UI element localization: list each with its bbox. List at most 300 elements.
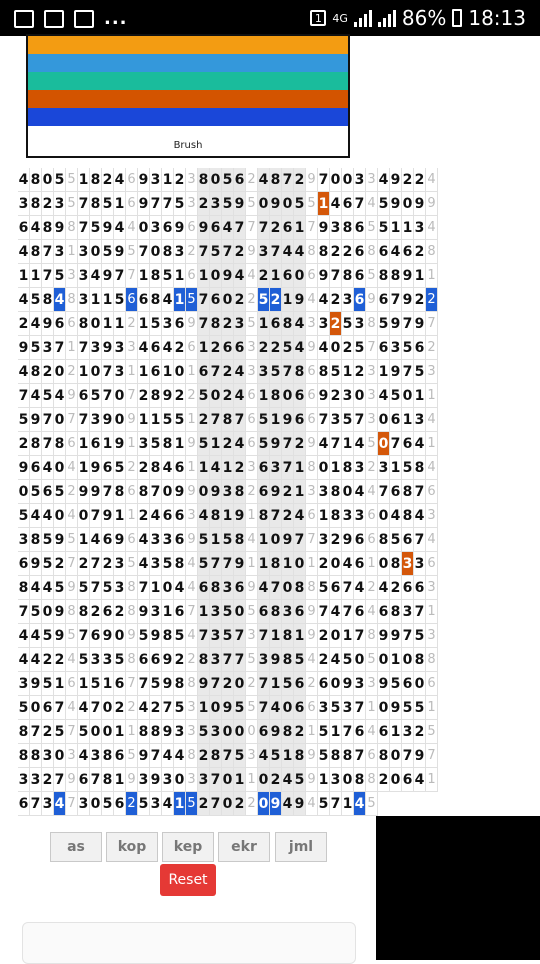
grid-cell[interactable]: 8 (426, 240, 438, 264)
grid-cell[interactable]: 0 (234, 720, 246, 744)
grid-cell[interactable]: 5 (162, 264, 174, 288)
grid-cell[interactable]: 8 (150, 720, 162, 744)
grid-cell[interactable]: 1 (414, 384, 426, 408)
grid-cell[interactable]: 2 (210, 336, 222, 360)
grid-row[interactable] (18, 408, 438, 432)
grid-cell[interactable]: 5 (258, 288, 270, 312)
grid-cell[interactable]: 5 (66, 624, 78, 648)
grid-cell[interactable]: 7 (78, 408, 90, 432)
grid-cell[interactable]: 5 (282, 672, 294, 696)
grid-cell[interactable]: 2 (54, 648, 66, 672)
grid-cell[interactable]: 9 (54, 216, 66, 240)
grid-cell[interactable]: 7 (342, 576, 354, 600)
grid-cell[interactable]: 7 (54, 696, 66, 720)
grid-cell[interactable]: 8 (18, 744, 30, 768)
grid-cell[interactable]: 2 (90, 600, 102, 624)
grid-cell[interactable]: 1 (126, 504, 138, 528)
ekr-button[interactable]: ekr (218, 832, 270, 862)
grid-cell[interactable]: 0 (90, 720, 102, 744)
grid-cell[interactable]: 8 (18, 720, 30, 744)
grid-cell[interactable]: 3 (366, 408, 378, 432)
grid-cell[interactable]: 8 (306, 456, 318, 480)
grid-cell[interactable]: 4 (366, 600, 378, 624)
grid-cell[interactable]: 4 (78, 696, 90, 720)
grid-cell[interactable]: 6 (234, 168, 246, 192)
grid-cell[interactable]: 7 (318, 168, 330, 192)
grid-cell[interactable]: 9 (366, 288, 378, 312)
grid-cell[interactable]: 6 (306, 264, 318, 288)
grid-cell[interactable]: 3 (354, 504, 366, 528)
grid-cell[interactable]: 4 (18, 360, 30, 384)
grid-cell[interactable]: 2 (42, 648, 54, 672)
grid-cell[interactable]: 7 (330, 792, 342, 816)
grid-cell[interactable]: 5 (114, 648, 126, 672)
grid-cell[interactable]: 3 (78, 264, 90, 288)
grid-cell[interactable]: 3 (306, 480, 318, 504)
grid-cell[interactable]: 8 (138, 480, 150, 504)
grid-cell[interactable]: 0 (378, 648, 390, 672)
grid-cell[interactable]: 1 (210, 528, 222, 552)
grid-cell[interactable]: 6 (66, 672, 78, 696)
grid-cell[interactable]: 0 (282, 192, 294, 216)
grid-cell[interactable]: 6 (186, 216, 198, 240)
grid-cell[interactable]: 5 (342, 312, 354, 336)
grid-cell[interactable]: 9 (54, 624, 66, 648)
grid-cell[interactable]: 2 (66, 360, 78, 384)
grid-cell[interactable]: 3 (258, 360, 270, 384)
grid-cell[interactable]: 9 (102, 408, 114, 432)
grid-cell[interactable]: 6 (414, 336, 426, 360)
grid-cell[interactable]: 0 (54, 504, 66, 528)
grid-cell[interactable]: 4 (162, 456, 174, 480)
grid-cell[interactable]: 7 (42, 408, 54, 432)
grid-cell[interactable]: 0 (258, 192, 270, 216)
grid-cell[interactable]: 8 (270, 600, 282, 624)
grid-cell[interactable]: 8 (390, 600, 402, 624)
grid-cell[interactable]: 9 (102, 336, 114, 360)
grid-cell[interactable]: 6 (174, 600, 186, 624)
grid-row[interactable] (18, 192, 438, 216)
grid-cell[interactable]: 3 (114, 576, 126, 600)
grid-cell[interactable]: 1 (174, 288, 186, 312)
grid-cell[interactable]: 3 (318, 480, 330, 504)
grid-cell[interactable]: 5 (102, 792, 114, 816)
grid-cell[interactable]: 1 (294, 624, 306, 648)
grid-cell[interactable]: 9 (306, 768, 318, 792)
grid-cell[interactable]: 7 (366, 336, 378, 360)
grid-cell[interactable]: 6 (318, 672, 330, 696)
grid-cell[interactable]: 5 (66, 192, 78, 216)
grid-cell[interactable]: 5 (198, 432, 210, 456)
grid-cell[interactable]: 6 (234, 576, 246, 600)
grid-cell[interactable]: 1 (390, 456, 402, 480)
grid-cell[interactable]: 0 (198, 480, 210, 504)
grid-cell[interactable]: 3 (330, 216, 342, 240)
grid-cell[interactable]: 4 (366, 480, 378, 504)
grid-cell[interactable]: 4 (234, 360, 246, 384)
grid-cell[interactable]: 6 (306, 384, 318, 408)
grid-cell[interactable]: 2 (390, 576, 402, 600)
grid-cell[interactable]: 7 (18, 384, 30, 408)
grid-cell[interactable]: 2 (318, 624, 330, 648)
grid-cell[interactable]: 7 (186, 600, 198, 624)
grid-cell[interactable]: 8 (66, 288, 78, 312)
grid-cell[interactable]: 5 (174, 192, 186, 216)
grid-cell[interactable]: 3 (222, 480, 234, 504)
grid-cell[interactable]: 9 (102, 624, 114, 648)
grid-cell[interactable]: 5 (306, 192, 318, 216)
grid-cell[interactable]: 6 (366, 528, 378, 552)
grid-cell[interactable]: 2 (366, 456, 378, 480)
grid-cell[interactable]: 3 (306, 312, 318, 336)
grid-cell[interactable]: 8 (294, 744, 306, 768)
grid-cell[interactable]: 1 (426, 600, 438, 624)
grid-cell[interactable]: 4 (378, 576, 390, 600)
grid-cell[interactable]: 9 (126, 768, 138, 792)
grid-cell[interactable]: 4 (366, 720, 378, 744)
grid-cell[interactable]: 0 (102, 720, 114, 744)
grid-cell[interactable]: 2 (186, 648, 198, 672)
grid-cell[interactable]: 6 (162, 504, 174, 528)
grid-cell[interactable]: 3 (342, 504, 354, 528)
grid-cell[interactable]: 5 (246, 696, 258, 720)
grid-cell[interactable]: 3 (78, 792, 90, 816)
grid-cell[interactable]: 3 (150, 168, 162, 192)
grid-cell[interactable]: 6 (150, 360, 162, 384)
grid-cell[interactable]: 3 (402, 552, 414, 576)
grid-cell[interactable]: 8 (198, 648, 210, 672)
grid-cell[interactable]: 5 (258, 432, 270, 456)
grid-cell[interactable]: 9 (318, 264, 330, 288)
grid-cell[interactable]: 1 (426, 696, 438, 720)
grid-cell[interactable]: 2 (42, 720, 54, 744)
grid-cell[interactable]: 9 (402, 264, 414, 288)
grid-cell[interactable]: 9 (318, 216, 330, 240)
grid-cell[interactable]: 5 (342, 648, 354, 672)
grid-cell[interactable]: 8 (402, 480, 414, 504)
grid-cell[interactable]: 2 (426, 288, 438, 312)
grid-cell[interactable]: 7 (198, 240, 210, 264)
grid-cell[interactable]: 3 (414, 552, 426, 576)
grid-cell[interactable]: 0 (390, 744, 402, 768)
grid-cell[interactable]: 5 (246, 192, 258, 216)
grid-cell[interactable]: 4 (234, 432, 246, 456)
grid-cell[interactable]: 1 (174, 792, 186, 816)
grid-cell[interactable]: 8 (78, 600, 90, 624)
grid-cell[interactable]: 7 (66, 408, 78, 432)
grid-cell[interactable]: 7 (210, 552, 222, 576)
grid-cell[interactable]: 1 (270, 672, 282, 696)
grid-cell[interactable]: 5 (234, 696, 246, 720)
grid-cell[interactable]: 9 (186, 480, 198, 504)
grid-cell[interactable]: 5 (102, 240, 114, 264)
grid-cell[interactable]: 8 (138, 720, 150, 744)
grid-cell[interactable]: 5 (402, 456, 414, 480)
grid-cell[interactable]: 6 (378, 336, 390, 360)
grid-cell[interactable]: 4 (186, 576, 198, 600)
grid-cell[interactable]: 6 (294, 384, 306, 408)
grid-cell[interactable]: 1 (162, 168, 174, 192)
grid-cell[interactable]: 2 (138, 384, 150, 408)
grid-cell[interactable]: 9 (174, 480, 186, 504)
grid-cell[interactable]: 6 (150, 648, 162, 672)
grid-cell[interactable]: 5 (402, 696, 414, 720)
grid-cell[interactable]: 6 (54, 312, 66, 336)
grid-cell[interactable]: 3 (186, 504, 198, 528)
grid-cell[interactable]: 0 (330, 552, 342, 576)
grid-cell[interactable]: 1 (66, 336, 78, 360)
grid-cell[interactable]: 9 (390, 192, 402, 216)
grid-cell[interactable]: 2 (222, 672, 234, 696)
grid-cell[interactable]: 6 (78, 768, 90, 792)
grid-cell[interactable]: 3 (318, 696, 330, 720)
grid-cell[interactable]: 3 (354, 456, 366, 480)
grid-cell[interactable]: 4 (162, 336, 174, 360)
grid-cell[interactable]: 9 (138, 600, 150, 624)
grid-cell[interactable]: 2 (366, 576, 378, 600)
grid-cell[interactable]: 5 (366, 264, 378, 288)
grid-cell[interactable]: 7 (258, 216, 270, 240)
grid-cell[interactable]: 1 (282, 288, 294, 312)
grid-cell[interactable]: 1 (294, 456, 306, 480)
grid-row[interactable] (18, 552, 438, 576)
grid-cell[interactable]: 7 (90, 696, 102, 720)
grid-cell[interactable]: 7 (414, 480, 426, 504)
grid-cell[interactable]: 4 (258, 744, 270, 768)
grid-cell[interactable]: 4 (90, 528, 102, 552)
grid-cell[interactable]: 5 (414, 360, 426, 384)
grid-cell[interactable]: 7 (402, 312, 414, 336)
grid-cell[interactable]: 2 (186, 240, 198, 264)
grid-cell[interactable]: 0 (210, 384, 222, 408)
grid-cell[interactable]: 9 (198, 216, 210, 240)
grid-row[interactable] (18, 648, 438, 672)
grid-cell[interactable]: 9 (414, 312, 426, 336)
grid-cell[interactable]: 9 (294, 792, 306, 816)
grid-row[interactable] (18, 624, 438, 648)
grid-cell[interactable]: 6 (378, 720, 390, 744)
grid-cell[interactable]: 5 (318, 720, 330, 744)
grid-cell[interactable]: 6 (258, 480, 270, 504)
grid-cell[interactable]: 0 (42, 168, 54, 192)
grid-cell[interactable]: 5 (198, 552, 210, 576)
grid-cell[interactable]: 7 (126, 384, 138, 408)
grid-cell[interactable]: 7 (246, 216, 258, 240)
grid-cell[interactable]: 7 (282, 456, 294, 480)
grid-cell[interactable]: 0 (54, 408, 66, 432)
grid-cell[interactable]: 0 (102, 696, 114, 720)
grid-cell[interactable]: 1 (402, 408, 414, 432)
grid-cell[interactable]: 2 (234, 456, 246, 480)
grid-cell[interactable]: 1 (78, 360, 90, 384)
grid-cell[interactable]: 6 (246, 432, 258, 456)
grid-cell[interactable]: 6 (126, 192, 138, 216)
grid-cell[interactable]: 6 (234, 336, 246, 360)
grid-cell[interactable]: 8 (354, 768, 366, 792)
grid-cell[interactable]: 8 (174, 552, 186, 576)
grid-cell[interactable]: 7 (270, 240, 282, 264)
grid-cell[interactable]: 7 (222, 240, 234, 264)
grid-cell[interactable]: 7 (402, 360, 414, 384)
grid-cell[interactable]: 0 (378, 696, 390, 720)
grid-cell[interactable]: 7 (90, 552, 102, 576)
grid-cell[interactable]: 5 (138, 624, 150, 648)
grid-cell[interactable]: 9 (66, 768, 78, 792)
grid-cell[interactable]: 1 (114, 504, 126, 528)
grid-cell[interactable]: 6 (246, 408, 258, 432)
grid-cell[interactable]: 6 (306, 696, 318, 720)
grid-cell[interactable]: 2 (222, 384, 234, 408)
grid-cell[interactable]: 2 (270, 288, 282, 312)
grid-cell[interactable]: 4 (258, 168, 270, 192)
grid-cell[interactable]: 9 (90, 456, 102, 480)
grid-cell[interactable]: 1 (162, 600, 174, 624)
grid-cell[interactable]: 9 (378, 624, 390, 648)
grid-cell[interactable]: 2 (54, 552, 66, 576)
grid-cell[interactable]: 0 (342, 168, 354, 192)
grid-cell[interactable]: 0 (162, 480, 174, 504)
grid-cell[interactable]: 5 (186, 792, 198, 816)
grid-cell[interactable]: 4 (294, 504, 306, 528)
grid-cell[interactable]: 4 (330, 600, 342, 624)
grid-cell[interactable]: 9 (246, 576, 258, 600)
grid-cell[interactable]: 5 (150, 312, 162, 336)
grid-cell[interactable]: 5 (90, 672, 102, 696)
grid-cell[interactable]: 9 (162, 648, 174, 672)
grid-cell[interactable]: 7 (30, 792, 42, 816)
grid-cell[interactable]: 7 (150, 480, 162, 504)
grid-cell[interactable]: 1 (114, 768, 126, 792)
grid-cell[interactable]: 2 (234, 792, 246, 816)
grid-cell[interactable]: 3 (318, 528, 330, 552)
grid-cell[interactable]: 2 (114, 600, 126, 624)
grid-cell[interactable]: 3 (150, 600, 162, 624)
grid-cell[interactable]: 3 (90, 336, 102, 360)
grid-cell[interactable]: 6 (138, 288, 150, 312)
grid-cell[interactable]: 6 (174, 312, 186, 336)
grid-cell[interactable]: 1 (402, 216, 414, 240)
grid-cell[interactable]: 6 (402, 528, 414, 552)
grid-cell[interactable]: 4 (426, 456, 438, 480)
grid-row[interactable] (18, 240, 438, 264)
grid-cell[interactable]: 4 (66, 648, 78, 672)
grid-cell[interactable]: 0 (174, 360, 186, 384)
grid-cell[interactable]: 3 (114, 360, 126, 384)
grid-cell[interactable]: 2 (198, 408, 210, 432)
grid-cell[interactable]: 9 (198, 672, 210, 696)
grid-cell[interactable]: 7 (354, 696, 366, 720)
grid-cell[interactable]: 7 (126, 672, 138, 696)
grid-cell[interactable]: 4 (426, 168, 438, 192)
grid-cell[interactable]: 7 (234, 216, 246, 240)
grid-cell[interactable]: 5 (222, 624, 234, 648)
grid-cell[interactable]: 6 (366, 504, 378, 528)
grid-cell[interactable]: 0 (150, 240, 162, 264)
grid-cell[interactable]: 6 (354, 552, 366, 576)
grid-cell[interactable]: 3 (150, 552, 162, 576)
grid-cell[interactable]: 2 (234, 240, 246, 264)
grid-cell[interactable]: 0 (378, 504, 390, 528)
grid-cell[interactable]: 9 (90, 480, 102, 504)
grid-cell[interactable]: 4 (426, 216, 438, 240)
grid-cell[interactable]: 5 (378, 216, 390, 240)
grid-cell[interactable]: 7 (210, 408, 222, 432)
grid-cell[interactable]: 4 (246, 264, 258, 288)
grid-cell[interactable]: 5 (234, 744, 246, 768)
grid-cell[interactable]: 3 (402, 600, 414, 624)
grid-cell[interactable]: 8 (90, 168, 102, 192)
grid-cell[interactable]: 6 (162, 216, 174, 240)
grid-row[interactable] (18, 792, 378, 816)
grid-cell[interactable]: 6 (126, 480, 138, 504)
grid-cell[interactable]: 5 (18, 696, 30, 720)
grid-cell[interactable]: 5 (150, 432, 162, 456)
grid-cell[interactable]: 9 (426, 192, 438, 216)
grid-cell[interactable]: 2 (126, 456, 138, 480)
grid-cell[interactable]: 8 (210, 576, 222, 600)
grid-cell[interactable]: 4 (174, 576, 186, 600)
grid-cell[interactable]: 7 (282, 168, 294, 192)
grid-cell[interactable]: 4 (330, 192, 342, 216)
grid-cell[interactable]: 6 (402, 240, 414, 264)
grid-cell[interactable]: 9 (270, 480, 282, 504)
grid-cell[interactable]: 7 (306, 528, 318, 552)
grid-cell[interactable]: 6 (354, 264, 366, 288)
grid-cell[interactable]: 6 (66, 432, 78, 456)
grid-cell[interactable]: 0 (402, 192, 414, 216)
grid-cell[interactable]: 7 (282, 432, 294, 456)
grid-cell[interactable]: 4 (306, 288, 318, 312)
grid-cell[interactable]: 0 (402, 648, 414, 672)
grid-cell[interactable]: 5 (54, 576, 66, 600)
grid-cell[interactable]: 1 (138, 264, 150, 288)
grid-cell[interactable]: 4 (390, 504, 402, 528)
grid-cell[interactable]: 0 (210, 264, 222, 288)
grid-cell[interactable]: 5 (42, 552, 54, 576)
grid-cell[interactable]: 2 (342, 336, 354, 360)
grid-cell[interactable]: 2 (126, 312, 138, 336)
grid-cell[interactable]: 0 (330, 336, 342, 360)
grid-row[interactable] (18, 696, 438, 720)
grid-cell[interactable]: 3 (354, 168, 366, 192)
grid-cell[interactable]: 1 (426, 264, 438, 288)
grid-cell[interactable]: 1 (198, 600, 210, 624)
grid-cell[interactable]: 5 (414, 624, 426, 648)
grid-cell[interactable]: 2 (174, 384, 186, 408)
grid-cell[interactable]: 6 (126, 528, 138, 552)
grid-cell[interactable]: 7 (402, 624, 414, 648)
grid-cell[interactable]: 8 (126, 648, 138, 672)
swatch-blue[interactable] (28, 54, 348, 72)
grid-cell[interactable]: 4 (414, 768, 426, 792)
grid-cell[interactable]: 9 (174, 216, 186, 240)
grid-cell[interactable]: 1 (138, 408, 150, 432)
grid-cell[interactable]: 7 (354, 744, 366, 768)
grid-cell[interactable]: 7 (354, 192, 366, 216)
grid-cell[interactable]: 3 (366, 672, 378, 696)
grid-cell[interactable]: 7 (150, 744, 162, 768)
grid-cell[interactable]: 5 (30, 600, 42, 624)
grid-cell[interactable]: 6 (426, 480, 438, 504)
grid-cell[interactable]: 1 (306, 552, 318, 576)
grid-cell[interactable]: 1 (186, 360, 198, 384)
grid-cell[interactable]: 5 (258, 408, 270, 432)
grid-cell[interactable]: 8 (282, 648, 294, 672)
grid-cell[interactable]: 7 (258, 672, 270, 696)
grid-cell[interactable]: 5 (246, 312, 258, 336)
grid-cell[interactable]: 7 (330, 432, 342, 456)
grid-cell[interactable]: 3 (342, 288, 354, 312)
